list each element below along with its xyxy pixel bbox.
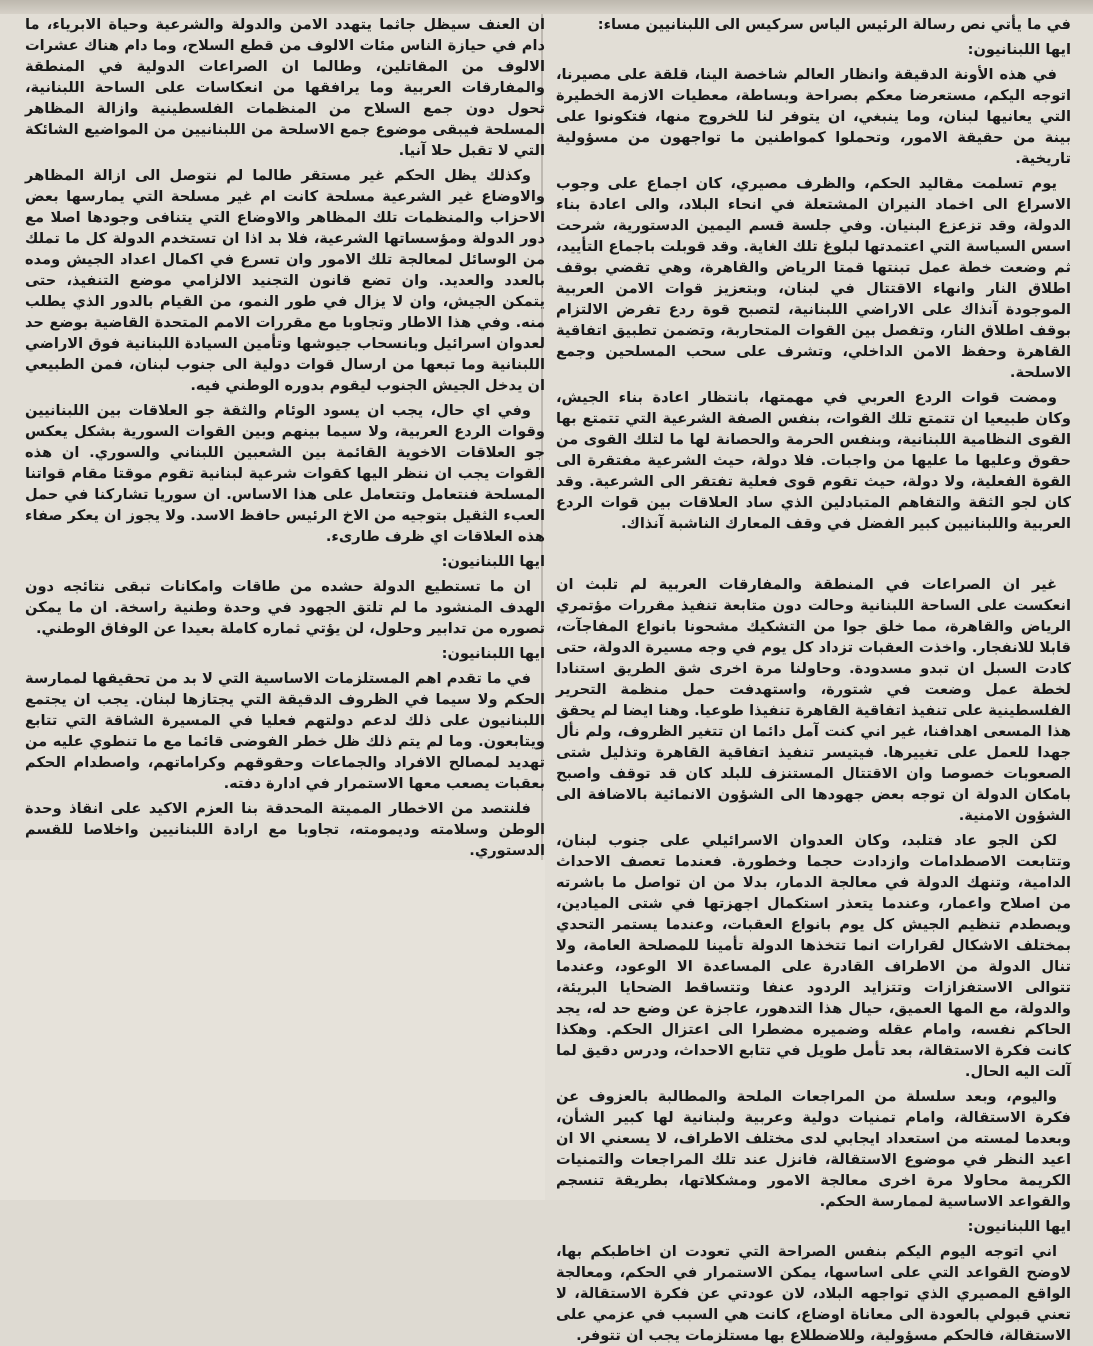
salutation: ايها اللبنانيون: bbox=[967, 1218, 1071, 1235]
salutation: ايها اللبنانيون: bbox=[441, 553, 545, 570]
paragraph: واليوم، وبعد سلسلة من المراجعات الملحة والمطالبة بالعزوف عن فكرة الاستقالة، وامام تمنيات دولية وعربية ولبنانية لها كبير الشأن، وبعدما لمسته من استعداد ايجابي لدى مختلف الاطراف، لا يسعني الا ان اعيد النظر في موضوع الاستقالة، فانزل عند تلك المراجعات والتمنيات الكريمة محاولا مرة اخرى معالجة الامور ومشكلاتها، بطريقة تنسجم والقواعد الاساسية لممارسة الحكم. bbox=[556, 1088, 1071, 1210]
blank-area bbox=[0, 860, 545, 1200]
salutation: ايها اللبنانيون: bbox=[441, 645, 545, 662]
paragraph: فلنتصد من الاخطار المميتة المحدقة بنا العزم الاكيد على انقاذ وحدة الوطن وسلامته وديمومته، تجاوبا مع ارادة اللبنانيين واخلاصا للقسم الدستوري. bbox=[25, 800, 545, 859]
paragraph: ان العنف سيظل جاثما يتهدد الامن والدولة والشرعية وحياة الابرياء، ما دام في حيازة الناس مئات الالوف من قطع السلاح، وما دام هناك عشرات الالوف من المقاتلين، وطالما ان الصراعات الدولية في المنطقة والمفارقات العربية وما يرافقها من انعكاسات على الساحة اللبنانية، تحول دون جمع السلاح من المنظمات الفلسطينية وازالة المظاهر المسلحة فيبقى موضوع جمع الاسلحة من اللبنانيين من المواضيع الشائكة التي لا تقبل حلا آنيا. bbox=[25, 16, 545, 159]
paragraph: وكذلك يظل الحكم غير مستقر طالما لم نتوصل الى ازالة المظاهر والاوضاع غير الشرعية مسلحة كانت ام غير مسلحة التي يمارسها بعض الاحزاب والمنظمات تلك المظاهر والاوضاع التي يتنافى وجودها اصلا مع دور الدولة ومؤسساتها الشرعية، فلا بد اذا ان تستخدم الدولة كل ما تملك من الوسائل لمعالجة تلك الامور وان تسرع في اكمال اعداد الجيش ومده بالعدد والعديد. وان تضع قانون التجنيد الالزامي موضع التنفيذ، حتى يتمكن الجيش، وان لا يزال في طور النمو، من القيام بالدور الذي يطلب منه. وفي هذا الاطار وتجاوبا مع مقررات الامم المتحدة القاضية بوضع حد لعدوان اسرائيل وبانسحاب جيوشها وتأمين السيادة اللبنانية فوق الاراضي اللبنانية وما تبعها من ارسال قوات دولية الى جنوب لبنان، فمن الطبيعي ان يدخل الجيش الجنوب ليقوم بدوره الوطني فيه. bbox=[25, 167, 545, 394]
paragraph: غير ان الصراعات في المنطقة والمفارقات العربية لم تلبث ان انعكست على الساحة اللبنانية وحالت دون متابعة تنفيذ مقررات مؤتمري الرياض والقاهرة، مما خلق جوا من التشكيك مشحونا بانواع المفاجآت، قابلا للانفجار. واخذت العقبات تزداد كل يوم في وجه مسيرة الدولة، حتى كادت السبل ان تبدو مسدودة. وحاولنا مرة اخرى شق الطريق استنادا لخطة عمل وضعت في شتورة، واستهدفت حمل منظمة التحرير الفلسطينية على تنفيذ اتفاقية القاهرة تنفيذا طوعيا. وهنا ايضا لم يحقق هذا المسعى اهدافنا، غير اني كنت آمل دائما ان تتغير الظروف، ولم نأل جهدا للعمل على تغييرها. فيتيسر تنفيذ اتفاقية القاهرة وتذليل شتى الصعوبات خصوصا وان الاقتتال المستنزف للبلد كان قد توقف واصبح بامكان الدولة ان توجه بعض جهودها الى الشؤون الانمائية بالاضافة الى الشؤون الامنية. bbox=[556, 576, 1071, 824]
paragraph: وفي اي حال، يجب ان يسود الوئام والثقة جو العلاقات بين اللبنانيين وقوات الردع العربية، ولا سيما بينهم وبين القوات السورية بشكل يعكس جو العلاقات الاخوية القائمة بين الشعبين اللبناني والسوري. ان هذه القوات يجب ان ننظر اليها كقوات شرعية لبنانية تقوم موقتا مقام قواتنا المسلحة فنتعامل وتتعامل على هذا الاساس. ان سوريا تشاركنا في حمل العبء الثقيل بتوجيه من الاخ الرئيس حافظ الاسد. ولا يجوز ان يعكر صفاء هذه العلاقات اي ظرف طارىء. bbox=[25, 402, 545, 545]
paragraph: في ما تقدم اهم المستلزمات الاساسية التي لا بد من تحقيقها لممارسة الحكم ولا سيما في الظروف الدقيقة التي يجتازها لبنان. يجب ان يجتمع اللبنانيون على ذلك لدعم دولتهم فعليا في المسيرة الشاقة التي تتابع ويتابعون. وما لم يتم ذلك ظل خطر الفوضى قائما مع ما تنطوي عليه من تهديد لمصالح الافراد والجماعات وحقوقهم وكراماتهم، واصطدام الحكم بعقبات يصعب معها الاستمرار في ادارة دفته. bbox=[25, 670, 545, 792]
right-column bbox=[556, 14, 1071, 1344]
left-column bbox=[25, 14, 545, 874]
paragraph: في هذه الأونة الدقيقة وانظار العالم شاخصة الينا، قلقة على مصيرنا، اتوجه اليكم، مستعرضا معكم بصراحة وبساطة، معطيات الازمة الخطيرة التي يعانيها لبنان، وما ينبغي، ان يتوفر لنا للخروج منها، فتكونوا على بينة من حقيقة الامور، وتحملوا كمواطنين ما تواجهون من مسؤولية تاريخية. bbox=[556, 66, 1071, 167]
paragraph: ومضت قوات الردع العربي في مهمتها، بانتظار اعادة بناء الجيش، وكان طبيعيا ان تتمتع تلك القوات، بنفس الصفة الشرعية التي تتمتع بها القوى النظامية اللبنانية، وبنفس الحرمة والحصانة لها ما لتلك القوى من حقوق وعليها ما عليها من واجبات. فلا دولة، حيث الشرعية مفتقرة الى القوة الفعلية، ولا دولة، حيث تقوم قوى فعلية تفتقر الى الشرعية. وقد كان لجو الثقة والتفاهم المتبادلين الذي ساد العلاقات بين قوات الردع العربية واللبنانيين كبير الفضل في وقف المعارك الناشبة آنذاك. bbox=[556, 389, 1071, 532]
section-gap bbox=[556, 538, 1071, 574]
intro-line: في ما يأتي نص رسالة الرئيس الياس سركيس الى اللبنانيين مساء: bbox=[597, 16, 1071, 33]
salutation: ايها اللبنانيون: bbox=[967, 41, 1071, 58]
paragraph: لكن الجو عاد فتلبد، وكان العدوان الاسرائيلي على جنوب لبنان، وتتابعت الاصطدامات وازدادت حجما وخطورة. فعندما تعصف الاحداث الدامية، وتنهك الدولة في معالجة الدمار، بدلا من ان تواصل ما باشرته من اصلاح واعمار، وعندما يتعذر استكمال اجهزتها في شتى الميادين، ويصطدم تنظيم الجيش كل يوم بانواع العقبات، وعندما يستمر التحدي بمختلف الاشكال لقرارات انما تتخذها الدولة تأمينا للمصلحة العامة، ولا تنال الدولة من الاطراف القادرة على المساعدة الا الوعود، وعندما تتوالى الاستفزازات وتتزايد الردود عنفا وتتساقط الضحايا البريئة، والدولة، مع المها العميق، حيال هذا التدهور، عاجزة عن وضع حد له، يجد الحاكم نفسه، وامام عقله وضميره مضطرا الى اعتزال الحكم. وهكذا كانت فكرة الاستقالة، بعد تأمل طويل في تتابع الاحداث، ودرس دقيق لما آلت اليه الحال. bbox=[556, 832, 1071, 1080]
paragraph: اني اتوجه اليوم اليكم بنفس الصراحة التي تعودت ان اخاطبكم بها، لاوضح القواعد التي على اساسها، يمكن الاستمرار في الحكم، ومعالجة الواقع المصيري الذي تواجهه البلاد، لان عودتي عن فكرة الاستقالة، لا تعني قبولي بالعودة الى معاناة اوضاع، كانت هي السبب في عزمي على الاستقالة، فالحكم مسؤولية، وللاضطلاع بها مستلزمات يجب ان تتوفر. bbox=[556, 1243, 1071, 1344]
paragraph: ان ما تستطيع الدولة حشده من طاقات وامكانات تبقى نتائجه دون الهدف المنشود ما لم تلتق الجهود في وحدة وطنية راسخة. ان ما يمكن تصوره من تدابير وحلول، لن يؤتي ثماره كاملة بعيدا عن الوفاق الوطني. bbox=[25, 578, 545, 637]
paragraph: يوم تسلمت مقاليد الحكم، والظرف مصيري، كان اجماع على وجوب الاسراع الى اخماد النيران المشتعلة في انحاء البلاد، والى اعادة بناء الدولة، وقد تزعزع البنيان. وفي جلسة قسم اليمين الدستورية، شرحت اسس السياسة التي اعتمدتها لبلوغ تلك الغاية. وقد قوبلت باجماع التأييد، ثم وضعت خطة عمل تبنتها قمتا الرياض والقاهرة، وهي تقضي بوقف اطلاق النار وانهاء الاقتتال في لبنان، وبتعزيز قوات الامن العربية الموجودة آنذاك على الاراضي اللبنانية، لتصبح قوة ردع تفرض الالتزام بوقف اطلاق النار، وتفصل بين القوات المتحاربة، وتضمن تطبيق اتفاقية القاهرة وحفظ الامن الداخلي، وتشرف على سحب المسلحين وجمع الاسلحة. bbox=[556, 175, 1071, 381]
top-edge-strip bbox=[0, 0, 1093, 14]
